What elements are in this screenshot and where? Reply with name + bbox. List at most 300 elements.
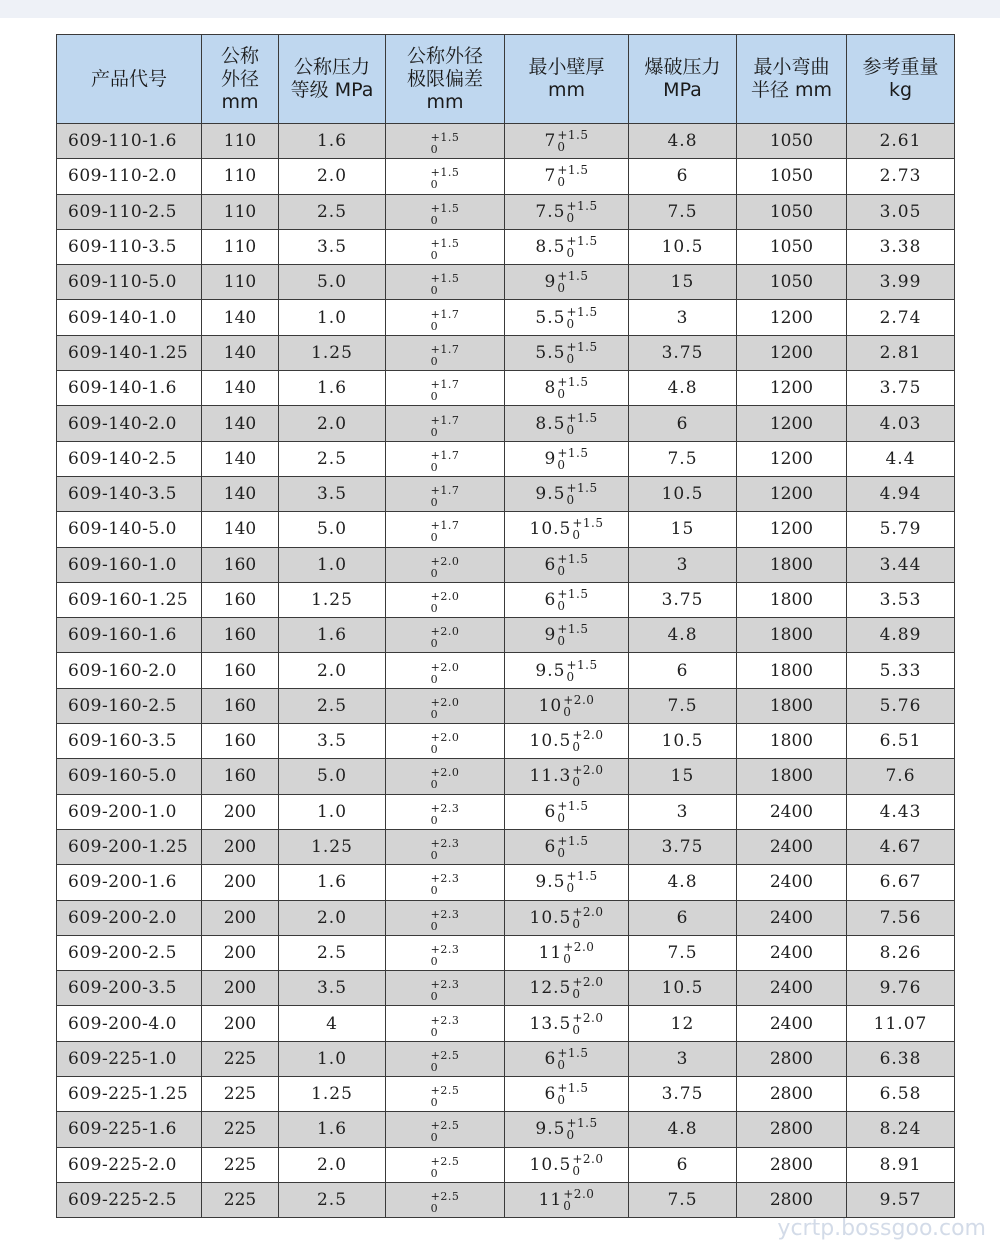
cell-nominal-od: 200 xyxy=(202,971,279,1006)
od-tolerance-lower: 0 xyxy=(430,954,439,968)
wall-tolerance-upper: +2.0 xyxy=(572,904,604,919)
od-tolerance-upper: +2.5 xyxy=(430,1119,460,1133)
cell-weight: 3.38 xyxy=(847,229,955,264)
wall-tolerance xyxy=(566,341,597,365)
table-row xyxy=(57,971,955,1006)
wall-base-value: 7.5 xyxy=(535,201,566,222)
od-tolerance xyxy=(431,344,460,368)
header-row xyxy=(57,35,955,124)
od-tolerance-lower: 0 xyxy=(430,602,439,615)
wall-tolerance-upper: +1.5 xyxy=(557,128,589,143)
wall-base-value: 6 xyxy=(544,554,557,575)
cell-burst-pressure: 3 xyxy=(629,300,737,335)
wall-tolerance-lower: 0 xyxy=(566,1128,575,1143)
od-tolerance xyxy=(431,767,460,791)
cell-product-code: 609-225-1.0 xyxy=(57,1041,202,1076)
wall-tolerance-upper: +1.5 xyxy=(572,516,604,531)
wall-tolerance-lower: 0 xyxy=(557,281,566,296)
table-row xyxy=(57,900,955,935)
cell-pressure-rating: 1.25 xyxy=(279,1077,386,1112)
cell-weight: 4.89 xyxy=(847,618,955,653)
cell-pressure-rating: 3.5 xyxy=(279,724,386,759)
cell-od-tolerance xyxy=(386,935,505,970)
cell-nominal-od: 160 xyxy=(202,547,279,582)
od-tolerance xyxy=(431,873,460,897)
cell-burst-pressure: 15 xyxy=(629,759,737,794)
table-row xyxy=(57,829,955,864)
wall-tolerance xyxy=(566,659,597,683)
wall-thickness xyxy=(545,588,589,612)
wall-tolerance-upper: +1.5 xyxy=(557,587,589,601)
od-tolerance-lower: 0 xyxy=(430,778,439,792)
wall-tolerance-upper: +1.5 xyxy=(566,339,598,354)
cell-od-tolerance xyxy=(386,724,505,759)
od-tolerance-lower: 0 xyxy=(430,1131,439,1145)
cell-od-tolerance xyxy=(386,371,505,406)
cell-nominal-od: 160 xyxy=(202,653,279,688)
od-tolerance xyxy=(431,944,460,968)
wall-tolerance xyxy=(557,835,588,859)
cell-burst-pressure: 10.5 xyxy=(629,724,737,759)
cell-product-code: 609-160-3.5 xyxy=(57,724,202,759)
cell-pressure-rating: 2.5 xyxy=(279,194,386,229)
table-row xyxy=(57,865,955,900)
cell-weight: 4.03 xyxy=(847,406,955,441)
od-tolerance-upper: +2.3 xyxy=(430,907,460,921)
header-weight: 参考重量 kg xyxy=(847,35,955,124)
cell-weight: 6.58 xyxy=(847,1077,955,1112)
cell-pressure-rating: 3.5 xyxy=(279,476,386,511)
cell-bend-radius: 2400 xyxy=(737,865,847,900)
table-row xyxy=(57,300,955,335)
wall-tolerance xyxy=(557,800,588,824)
od-tolerance-upper: +1.7 xyxy=(430,342,460,356)
cell-pressure-rating: 1.6 xyxy=(279,124,386,159)
cell-nominal-od: 160 xyxy=(202,618,279,653)
wall-tolerance-lower: 0 xyxy=(572,775,581,790)
cell-od-tolerance xyxy=(386,865,505,900)
od-tolerance-lower: 0 xyxy=(430,1060,439,1074)
od-tolerance xyxy=(431,379,460,403)
cell-pressure-rating: 3.5 xyxy=(279,971,386,1006)
wall-thickness xyxy=(530,517,604,541)
wall-tolerance-upper: +1.5 xyxy=(557,551,589,566)
wall-tolerance-lower: 0 xyxy=(572,528,581,543)
wall-thickness xyxy=(545,164,589,188)
cell-burst-pressure: 15 xyxy=(629,512,737,547)
cell-od-tolerance xyxy=(386,547,505,582)
od-tolerance-upper: +2.0 xyxy=(430,731,460,745)
od-tolerance xyxy=(431,167,460,191)
table-row xyxy=(57,441,955,476)
od-tolerance-lower: 0 xyxy=(430,354,439,368)
wall-thickness xyxy=(545,447,589,471)
cell-min-wall xyxy=(505,547,629,582)
header-product-code: 产品代号 xyxy=(57,35,202,124)
cell-bend-radius: 1200 xyxy=(737,335,847,370)
cell-od-tolerance xyxy=(386,512,505,547)
cell-burst-pressure: 6 xyxy=(629,159,737,194)
cell-min-wall xyxy=(505,512,629,547)
wall-tolerance xyxy=(563,694,594,718)
wall-thickness xyxy=(535,870,597,894)
cell-bend-radius: 1200 xyxy=(737,512,847,547)
cell-burst-pressure: 6 xyxy=(629,900,737,935)
cell-bend-radius: 1200 xyxy=(737,300,847,335)
od-tolerance xyxy=(431,626,460,650)
wall-tolerance xyxy=(566,235,597,259)
cell-burst-pressure: 3 xyxy=(629,547,737,582)
wall-base-value: 9 xyxy=(544,625,557,646)
cell-bend-radius: 1200 xyxy=(737,371,847,406)
cell-min-wall xyxy=(505,1182,629,1217)
wall-tolerance xyxy=(557,447,588,471)
wall-tolerance-upper: +1.5 xyxy=(566,657,598,672)
cell-bend-radius: 1800 xyxy=(737,724,847,759)
spec-table xyxy=(56,34,955,1218)
header-bend-radius: 最小弯曲 半径 mm xyxy=(737,35,847,124)
cell-weight: 9.57 xyxy=(847,1182,955,1217)
wall-base-value: 12.5 xyxy=(529,978,572,999)
wall-tolerance-lower: 0 xyxy=(566,493,575,508)
cell-nominal-od: 110 xyxy=(202,265,279,300)
table-row xyxy=(57,688,955,723)
wall-thickness xyxy=(545,623,589,647)
wall-thickness xyxy=(545,1047,589,1071)
cell-product-code: 609-225-1.6 xyxy=(57,1112,202,1147)
wall-thickness xyxy=(530,976,604,1000)
cell-burst-pressure: 15 xyxy=(629,265,737,300)
cell-nominal-od: 110 xyxy=(202,194,279,229)
cell-weight: 3.99 xyxy=(847,265,955,300)
watermark: ycrtp.bossgoo.com xyxy=(777,1216,986,1241)
od-tolerance xyxy=(431,697,460,721)
wall-base-value: 10.5 xyxy=(529,907,572,928)
cell-weight: 3.44 xyxy=(847,547,955,582)
cell-burst-pressure: 3 xyxy=(629,794,737,829)
cell-weight: 3.05 xyxy=(847,194,955,229)
cell-weight: 3.53 xyxy=(847,582,955,617)
cell-nominal-od: 160 xyxy=(202,582,279,617)
od-tolerance-lower: 0 xyxy=(430,178,439,192)
cell-od-tolerance xyxy=(386,1077,505,1112)
od-tolerance xyxy=(431,1191,460,1215)
od-tolerance-lower: 0 xyxy=(430,1202,439,1216)
od-tolerance-upper: +1.5 xyxy=(430,166,460,180)
cell-product-code: 609-225-2.5 xyxy=(57,1182,202,1217)
cell-burst-pressure: 12 xyxy=(629,1006,737,1041)
table-row xyxy=(57,1006,955,1041)
wall-tolerance-lower: 0 xyxy=(557,599,566,613)
wall-thickness xyxy=(535,200,597,224)
od-tolerance-lower: 0 xyxy=(430,213,439,227)
wall-base-value: 11.3 xyxy=(529,766,572,787)
wall-tolerance-lower: 0 xyxy=(566,422,575,437)
cell-burst-pressure: 7.5 xyxy=(629,194,737,229)
table-row xyxy=(57,159,955,194)
od-tolerance-lower: 0 xyxy=(430,849,439,863)
cell-bend-radius: 2400 xyxy=(737,829,847,864)
table-row xyxy=(57,406,955,441)
cell-nominal-od: 140 xyxy=(202,406,279,441)
cell-nominal-od: 110 xyxy=(202,229,279,264)
cell-od-tolerance xyxy=(386,653,505,688)
cell-weight: 4.67 xyxy=(847,829,955,864)
cell-od-tolerance xyxy=(386,582,505,617)
table-row xyxy=(57,759,955,794)
wall-base-value: 11 xyxy=(538,942,563,963)
cell-nominal-od: 140 xyxy=(202,476,279,511)
cell-pressure-rating: 2.0 xyxy=(279,653,386,688)
table-row xyxy=(57,935,955,970)
od-tolerance xyxy=(431,591,460,615)
od-tolerance-upper: +2.3 xyxy=(430,837,460,851)
od-tolerance-upper: +2.0 xyxy=(430,554,460,568)
cell-burst-pressure: 3.75 xyxy=(629,335,737,370)
cell-weight: 8.24 xyxy=(847,1112,955,1147)
cell-product-code: 609-225-1.25 xyxy=(57,1077,202,1112)
cell-weight: 2.73 xyxy=(847,159,955,194)
wall-tolerance-upper: +2.0 xyxy=(572,1010,604,1025)
table-header xyxy=(57,35,955,124)
cell-min-wall xyxy=(505,865,629,900)
wall-base-value: 9 xyxy=(544,272,557,293)
wall-thickness xyxy=(545,270,589,294)
cell-pressure-rating: 1.0 xyxy=(279,300,386,335)
wall-base-value: 11 xyxy=(538,1190,563,1211)
cell-bend-radius: 1800 xyxy=(737,759,847,794)
cell-product-code: 609-140-5.0 xyxy=(57,512,202,547)
cell-burst-pressure: 7.5 xyxy=(629,441,737,476)
cell-bend-radius: 1800 xyxy=(737,653,847,688)
wall-tolerance-lower: 0 xyxy=(572,987,581,1002)
cell-product-code: 609-110-2.0 xyxy=(57,159,202,194)
wall-tolerance-lower: 0 xyxy=(566,316,575,331)
wall-tolerance xyxy=(566,482,597,506)
cell-min-wall xyxy=(505,194,629,229)
cell-bend-radius: 1050 xyxy=(737,124,847,159)
od-tolerance xyxy=(431,662,460,686)
cell-product-code: 609-140-2.5 xyxy=(57,441,202,476)
cell-weight: 3.75 xyxy=(847,371,955,406)
od-tolerance-lower: 0 xyxy=(430,390,439,404)
od-tolerance xyxy=(431,1085,460,1109)
cell-burst-pressure: 10.5 xyxy=(629,476,737,511)
cell-nominal-od: 225 xyxy=(202,1077,279,1112)
od-tolerance-upper: +1.7 xyxy=(430,378,460,392)
cell-burst-pressure: 3.75 xyxy=(629,582,737,617)
wall-base-value: 10.5 xyxy=(529,1154,572,1175)
od-tolerance-upper: +2.0 xyxy=(430,660,460,674)
cell-pressure-rating: 1.6 xyxy=(279,1112,386,1147)
cell-pressure-rating: 1.0 xyxy=(279,547,386,582)
od-tolerance xyxy=(431,732,460,756)
od-tolerance-upper: +2.3 xyxy=(430,978,460,992)
od-tolerance-upper: +1.5 xyxy=(430,131,460,145)
cell-nominal-od: 160 xyxy=(202,724,279,759)
od-tolerance-upper: +2.0 xyxy=(430,766,460,780)
cell-min-wall xyxy=(505,1112,629,1147)
table-row xyxy=(57,653,955,688)
wall-tolerance xyxy=(566,870,597,894)
cell-min-wall xyxy=(505,794,629,829)
od-tolerance xyxy=(431,1015,460,1039)
wall-base-value: 9.5 xyxy=(535,484,566,505)
cell-od-tolerance xyxy=(386,759,505,794)
cell-bend-radius: 1800 xyxy=(737,688,847,723)
wall-tolerance-upper: +2.0 xyxy=(563,939,595,954)
wall-base-value: 9.5 xyxy=(535,872,566,893)
cell-od-tolerance xyxy=(386,688,505,723)
wall-base-value: 6 xyxy=(544,1084,557,1105)
cell-nominal-od: 110 xyxy=(202,159,279,194)
cell-product-code: 609-160-2.5 xyxy=(57,688,202,723)
od-tolerance-lower: 0 xyxy=(430,319,439,333)
cell-min-wall xyxy=(505,441,629,476)
cell-bend-radius: 2400 xyxy=(737,971,847,1006)
wall-tolerance-lower: 0 xyxy=(563,704,572,719)
od-tolerance-lower: 0 xyxy=(430,460,439,474)
header-pressure-rating: 公称压力 等级 MPa xyxy=(279,35,386,124)
cell-bend-radius: 1050 xyxy=(737,194,847,229)
cell-bend-radius: 1800 xyxy=(737,618,847,653)
wall-thickness xyxy=(530,1153,604,1177)
od-tolerance-upper: +2.0 xyxy=(430,695,460,709)
cell-burst-pressure: 6 xyxy=(629,1147,737,1182)
od-tolerance-lower: 0 xyxy=(430,249,439,263)
wall-thickness xyxy=(545,129,589,153)
cell-nominal-od: 140 xyxy=(202,441,279,476)
wall-tolerance-upper: +2.0 xyxy=(572,763,604,778)
wall-tolerance-lower: 0 xyxy=(557,1093,566,1108)
wall-thickness xyxy=(530,1012,604,1036)
wall-tolerance-upper: +1.5 xyxy=(566,1116,598,1131)
header-nominal-od: 公称 外径 mm xyxy=(202,35,279,124)
wall-tolerance-upper: +1.5 xyxy=(566,481,598,496)
cell-min-wall xyxy=(505,1147,629,1182)
wall-tolerance-lower: 0 xyxy=(572,1163,581,1178)
cell-od-tolerance xyxy=(386,159,505,194)
cell-bend-radius: 1050 xyxy=(737,159,847,194)
wall-tolerance-lower: 0 xyxy=(566,351,575,366)
wall-tolerance xyxy=(572,1012,603,1036)
cell-product-code: 609-200-2.5 xyxy=(57,935,202,970)
table-row xyxy=(57,512,955,547)
cell-nominal-od: 200 xyxy=(202,829,279,864)
cell-od-tolerance xyxy=(386,1182,505,1217)
od-tolerance-upper: +2.5 xyxy=(430,1154,460,1168)
cell-od-tolerance xyxy=(386,476,505,511)
cell-nominal-od: 140 xyxy=(202,512,279,547)
od-tolerance xyxy=(431,132,460,156)
cell-min-wall xyxy=(505,935,629,970)
wall-tolerance-upper: +1.5 xyxy=(557,163,589,178)
cell-bend-radius: 2400 xyxy=(737,900,847,935)
cell-bend-radius: 2800 xyxy=(737,1147,847,1182)
cell-bend-radius: 1050 xyxy=(737,265,847,300)
wall-thickness xyxy=(539,941,595,965)
cell-min-wall xyxy=(505,688,629,723)
wall-tolerance xyxy=(557,588,588,612)
cell-product-code: 609-225-2.0 xyxy=(57,1147,202,1182)
wall-tolerance xyxy=(557,623,588,647)
cell-weight: 6.51 xyxy=(847,724,955,759)
cell-product-code: 609-200-2.0 xyxy=(57,900,202,935)
cell-min-wall xyxy=(505,1077,629,1112)
cell-min-wall xyxy=(505,829,629,864)
cell-bend-radius: 2400 xyxy=(737,1006,847,1041)
cell-weight: 2.61 xyxy=(847,124,955,159)
cell-burst-pressure: 4.8 xyxy=(629,371,737,406)
wall-tolerance xyxy=(566,306,597,330)
wall-tolerance xyxy=(563,941,594,965)
wall-tolerance-lower: 0 xyxy=(557,387,566,402)
cell-min-wall xyxy=(505,759,629,794)
cell-min-wall xyxy=(505,1006,629,1041)
cell-nominal-od: 225 xyxy=(202,1112,279,1147)
cell-min-wall xyxy=(505,618,629,653)
od-tolerance-upper: +2.0 xyxy=(430,625,460,639)
wall-tolerance xyxy=(572,1153,603,1177)
cell-pressure-rating: 2.0 xyxy=(279,900,386,935)
od-tolerance-lower: 0 xyxy=(430,425,439,439)
cell-weight: 8.91 xyxy=(847,1147,955,1182)
cell-od-tolerance xyxy=(386,618,505,653)
od-tolerance xyxy=(431,309,460,333)
wall-tolerance-upper: +1.5 xyxy=(557,445,589,460)
cell-burst-pressure: 3.75 xyxy=(629,1077,737,1112)
wall-base-value: 6 xyxy=(544,801,557,822)
cell-nominal-od: 200 xyxy=(202,794,279,829)
cell-burst-pressure: 7.5 xyxy=(629,935,737,970)
wall-tolerance xyxy=(557,164,588,188)
wall-tolerance xyxy=(572,906,603,930)
wall-tolerance xyxy=(566,200,597,224)
od-tolerance-lower: 0 xyxy=(430,672,439,686)
wall-tolerance-upper: +2.0 xyxy=(572,1151,604,1166)
wall-tolerance xyxy=(557,270,588,294)
wall-tolerance-lower: 0 xyxy=(557,563,566,578)
wall-tolerance xyxy=(557,129,588,153)
wall-tolerance xyxy=(572,764,603,788)
cell-burst-pressure: 7.5 xyxy=(629,1182,737,1217)
od-tolerance-lower: 0 xyxy=(430,1166,439,1180)
table-row xyxy=(57,229,955,264)
wall-tolerance xyxy=(557,1082,588,1106)
table-row xyxy=(57,371,955,406)
wall-tolerance-upper: +1.5 xyxy=(566,410,598,425)
table-row xyxy=(57,1077,955,1112)
cell-pressure-rating: 2.0 xyxy=(279,406,386,441)
wall-base-value: 10 xyxy=(538,695,563,716)
cell-min-wall xyxy=(505,265,629,300)
cell-weight: 5.76 xyxy=(847,688,955,723)
wall-tolerance xyxy=(572,729,603,753)
od-tolerance xyxy=(431,1120,460,1144)
cell-product-code: 609-110-5.0 xyxy=(57,265,202,300)
table-row xyxy=(57,1147,955,1182)
wall-thickness xyxy=(545,800,589,824)
wall-tolerance xyxy=(572,517,603,541)
od-tolerance xyxy=(431,979,460,1003)
cell-weight: 7.56 xyxy=(847,900,955,935)
wall-tolerance-upper: +2.0 xyxy=(572,975,604,990)
wall-base-value: 9 xyxy=(544,448,557,469)
od-tolerance xyxy=(431,838,460,862)
wall-tolerance-upper: +1.5 xyxy=(557,375,589,390)
table-row xyxy=(57,618,955,653)
cell-product-code: 609-200-4.0 xyxy=(57,1006,202,1041)
